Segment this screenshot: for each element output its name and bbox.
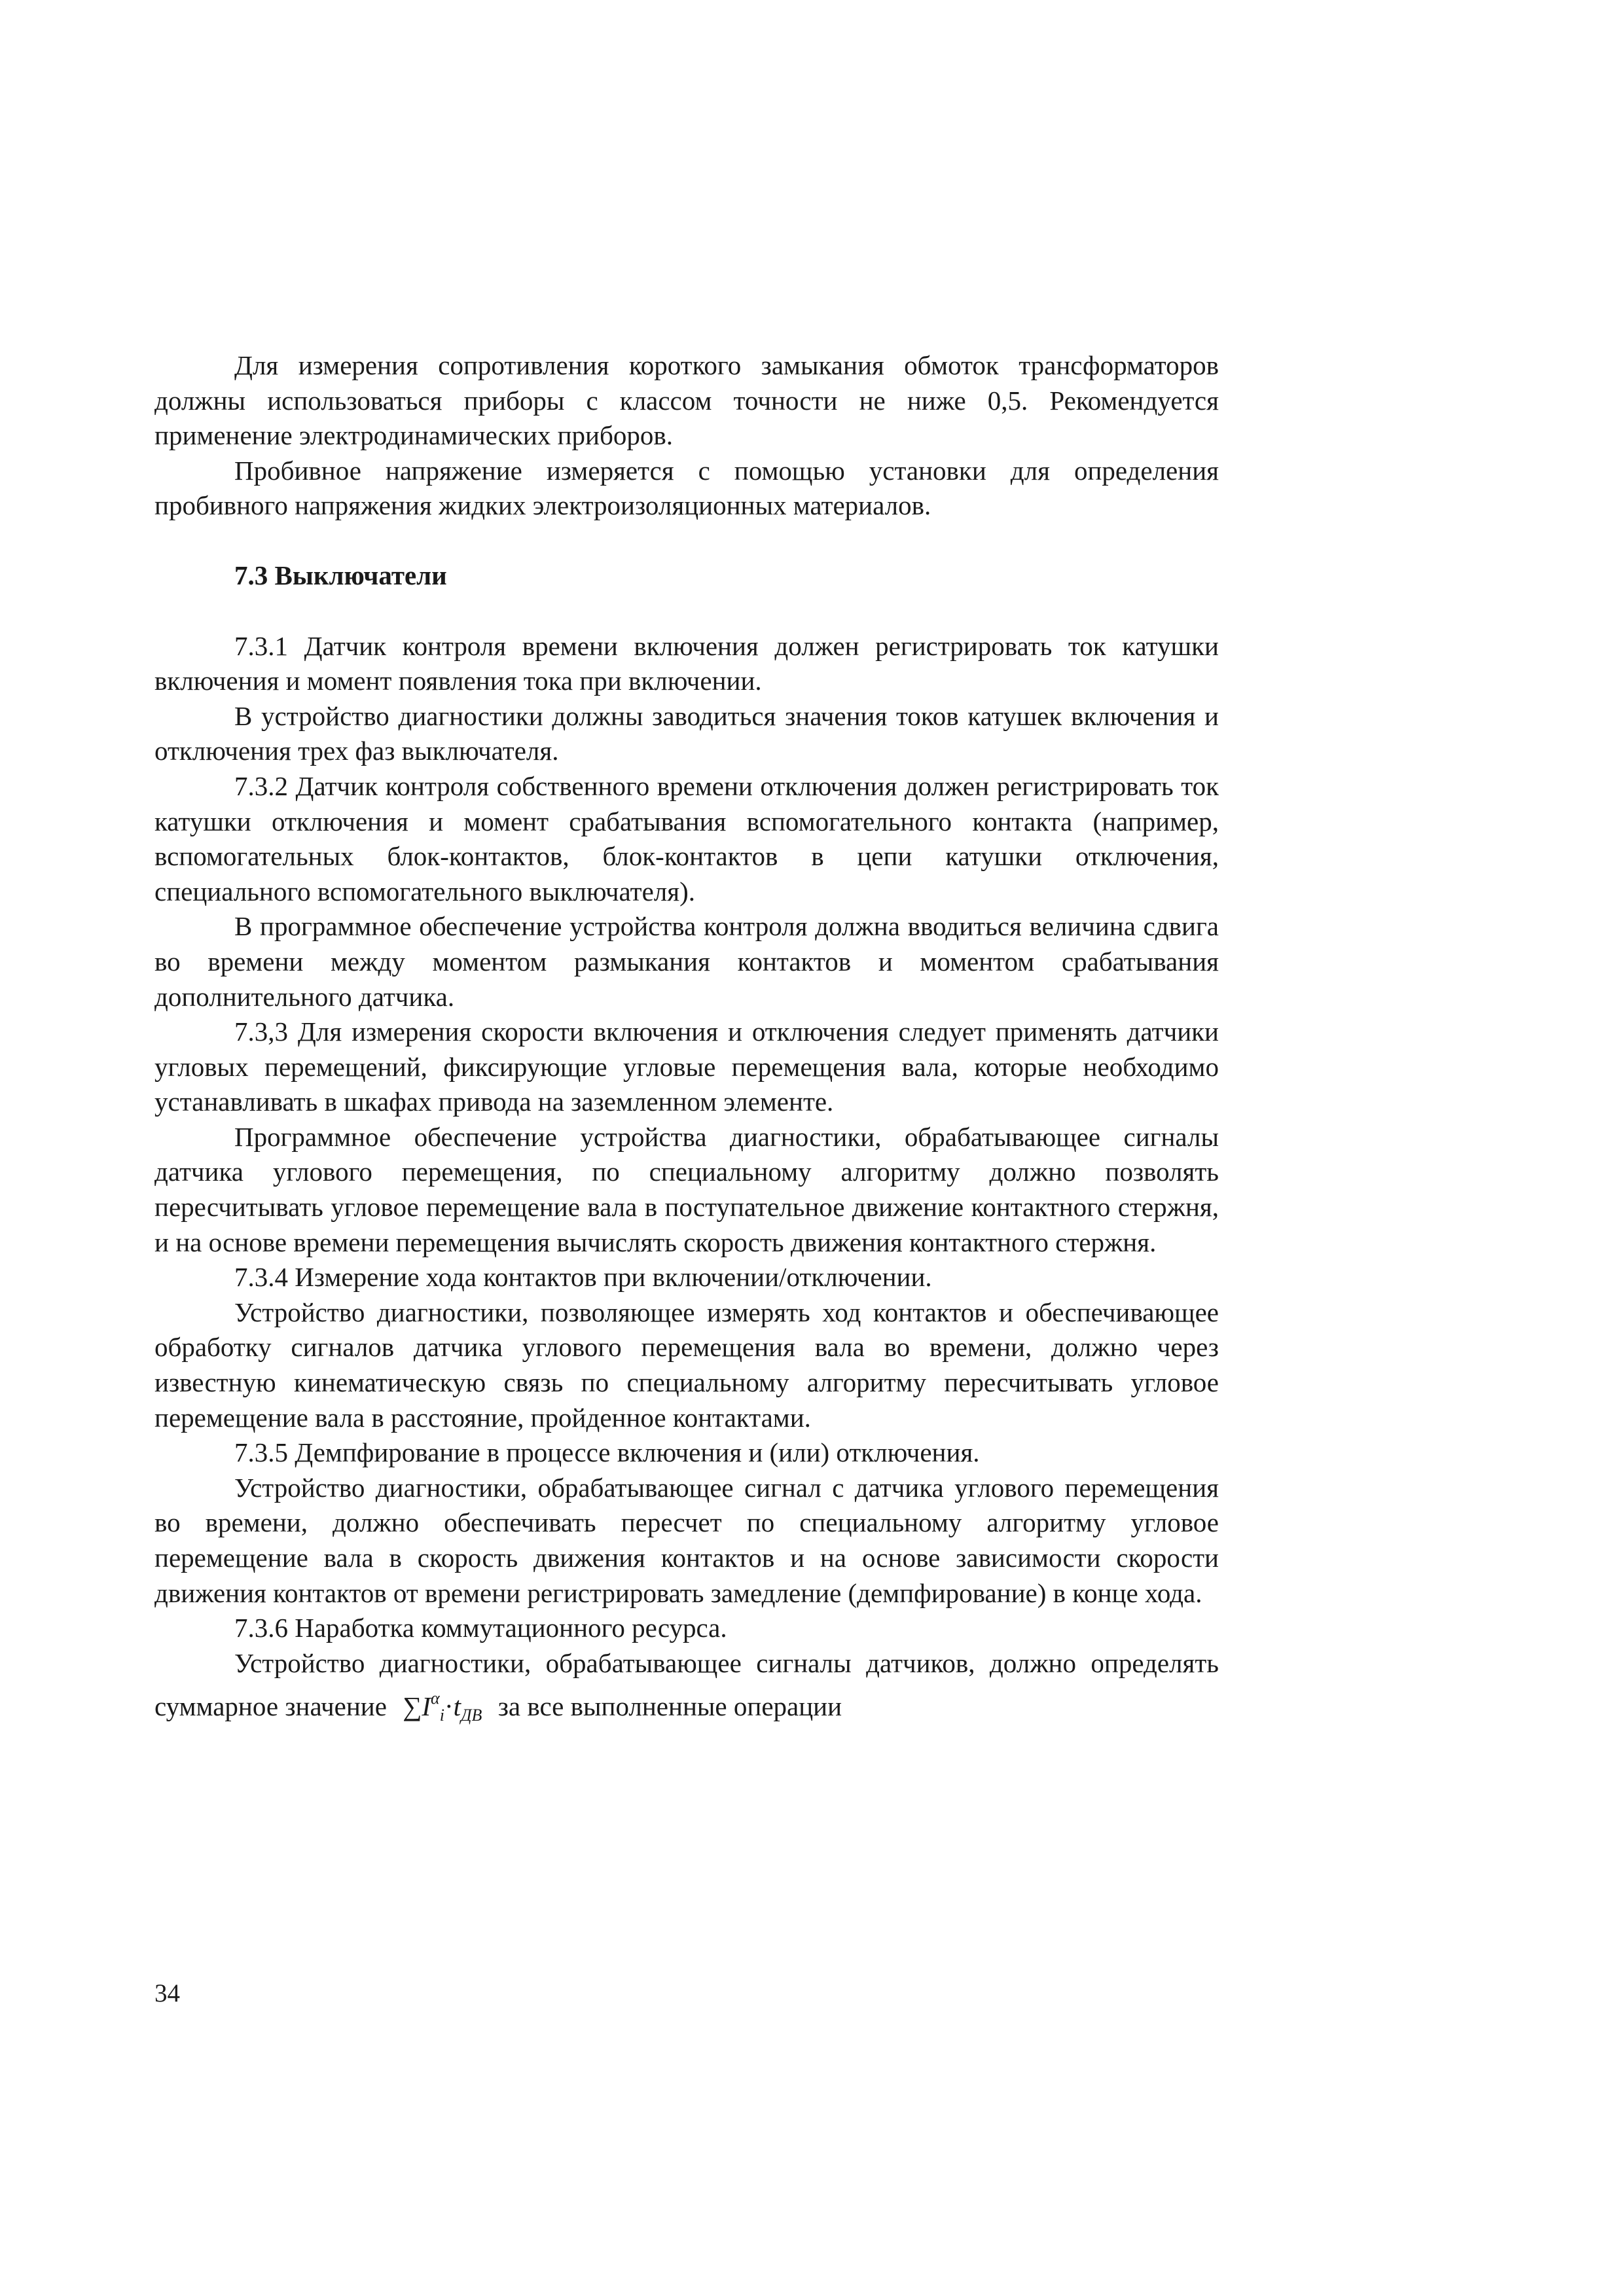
sigma-symbol: ∑: [403, 1691, 422, 1722]
paragraph: 7.3.4 Измерение хода контактов при включении/отключении.: [234, 1262, 932, 1293]
paragraph: Устройство диагностики, позволяющее измерять ход контактов и обеспечивающее обработку сигналов датчика углового перемещения вала во времени, должно через известную кинематическую связь по специальному алгоритму пересчитывать угловое перемещение вала в расстояние, пройденное контактами.: [154, 1297, 1219, 1433]
formula-paragraph: [154, 1646, 1219, 1733]
formula-trailing-text: за все выполненные операции: [497, 1691, 842, 1722]
page-number: 34: [154, 1979, 180, 2007]
paragraph: Устройство диагностики, обрабатывающее сигнал с датчика углового перемещения во времени, должно обеспечивать пересчет по специальному алгоритму угловое перемещение вала в скорость движения контактов и на основе зависимости скорости движения контактов от времени регистрировать замедление (демпфирование) в конце хода.: [154, 1472, 1219, 1608]
body-text: [154, 348, 1219, 1733]
paragraph: 7.3.1 Датчик контроля времени включения должен регистрировать ток катушки включения и момент появления тока при включении.: [154, 630, 1219, 696]
formula-time-index: ДВ: [461, 1706, 482, 1725]
paragraph: Для измерения сопротивления короткого замыкания обмоток трансформаторов должны использоваться приборы с классом точности не ниже 0,5. Рекомендуется применение электродинамических приборов.: [154, 350, 1219, 451]
formula-dot: ·: [444, 1691, 454, 1722]
formula-current: I: [422, 1691, 431, 1722]
formula-time: t: [453, 1691, 461, 1722]
formula-index: i: [439, 1706, 444, 1725]
paragraph: Программное обеспечение устройства диагностики, обрабатывающее сигналы датчика углового перемещения, по специальному алгоритму должно позволять пересчитывать угловое перемещение вала в поступательное движение контактного стержня, и на основе времени перемещения вычислять скорость движения контактного стержня.: [154, 1121, 1219, 1257]
paragraph: В программное обеспечение устройства контроля должна вводиться величина сдвига во времени между моментом размыкания контактов и моментом срабатывания дополнительного датчика.: [154, 911, 1219, 1012]
sum-formula: [393, 1689, 491, 1725]
formula-exponent: α: [431, 1689, 440, 1708]
paragraph: 7.3.6 Наработка коммутационного ресурса.: [234, 1613, 727, 1643]
paragraph: 7.3,3 Для измерения скорости включения и отключения следует применять датчики угловых перемещений, фиксирующие угловые перемещения вала, которые необходимо устанавливать в шкафах привода на заземленном элементе.: [154, 1016, 1219, 1117]
paragraph: В устройство диагностики должны заводиться значения токов катушек включения и отключения трех фаз выключателя.: [154, 700, 1219, 766]
formula-lead-text: Устройство диагностики, обрабатывающее сигналы датчиков, должно определять суммарное значение: [154, 1647, 1219, 1722]
paragraph: 7.3.5 Демпфирование в процессе включения и (или) отключения.: [234, 1437, 980, 1468]
section-heading: 7.3 Выключатели: [234, 560, 447, 590]
paragraph: 7.3.2 Датчик контроля собственного времени отключения должен регистрировать ток катушки отключения и момент срабатывания вспомогательного контакта (например, вспомогательных блок-контактов, блок-контактов в цепи катушки отключения, специального вспомогательного выключателя).: [154, 770, 1219, 906]
paragraph: Пробивное напряжение измеряется с помощью установки для определения пробивного напряжения жидких электроизоляционных материалов.: [154, 455, 1219, 521]
